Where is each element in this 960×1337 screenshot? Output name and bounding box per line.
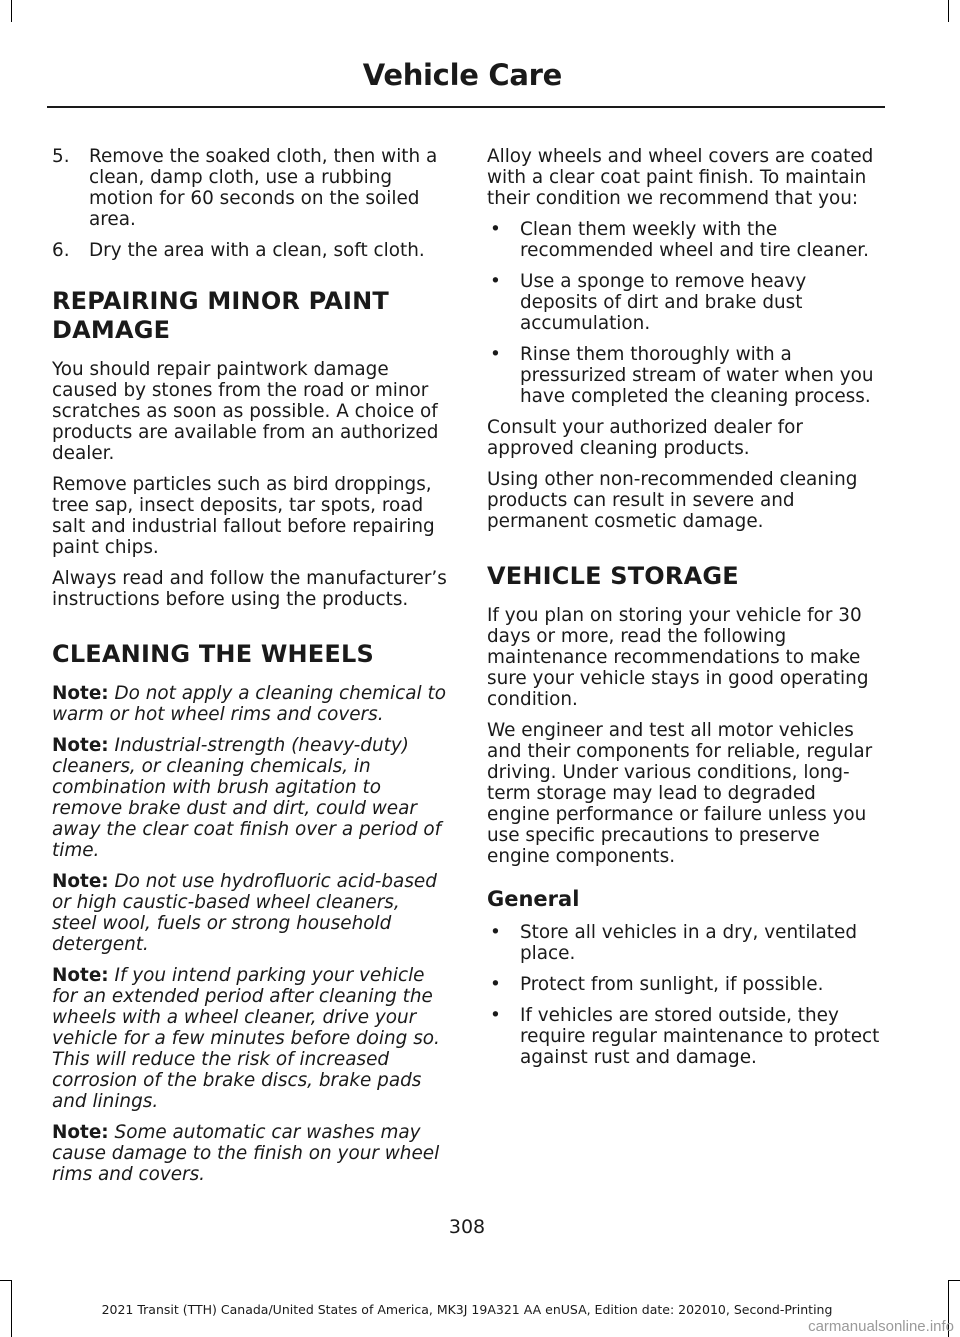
section-title: Vehicle Care [362, 58, 562, 92]
list-item-text: Rinse them thoroughly with a pressurized stream of water when you have completed the cleaning process. [520, 344, 874, 407]
paragraph: Always read and follow the manufacturer’s instructions before using the products. [52, 568, 447, 610]
note [52, 1122, 447, 1185]
list-item [487, 344, 883, 407]
note-text: Some automatic car washes may cause damage to the finish on your wheel rims and covers. [52, 1122, 440, 1185]
cleaning-steps-list [52, 146, 447, 261]
paragraph: We engineer and test all motor vehicles and their components for reliable, regular driving. Under various conditions, long-term storage may lead to degraded engine performance or failure unless you use specific precautions to preserve engine components. [487, 720, 873, 867]
note [52, 735, 447, 861]
bullet: • [490, 1005, 501, 1026]
note-label: Note: [52, 735, 109, 756]
step-number: 5. [52, 146, 70, 167]
list-item [487, 271, 883, 334]
note-label: Note: [52, 965, 109, 986]
paragraph: Using other non-recommended cleaning products can result in severe and permanent cosmetic damage. [487, 469, 858, 532]
crop-mark-bottom-right-h [948, 1280, 960, 1281]
note-label: Note: [52, 1122, 109, 1143]
note-label: Note: [52, 871, 109, 892]
step-text: Remove the soaked cloth, then with a clean, damp cloth, use a rubbing motion for 60 seconds on the soiled area. [89, 146, 438, 230]
paragraph: You should repair paintwork damage caused by stones from the road or minor scratches as soon as possible. A choice of products are available from an authorized dealer. [52, 359, 439, 464]
note-text: If you intend parking your vehicle for an extended period after cleaning the wheels with a wheel cleaner, drive your vehicle for a few minutes before doing so. This will reduce the risk of increased corrosion of the brake discs, brake pads and linings. [52, 965, 440, 1112]
general-storage-list [487, 922, 883, 1068]
alloy-care-list [487, 219, 883, 407]
list-item-text: Use a sponge to remove heavy deposits of dirt and brake dust accumulation. [520, 271, 807, 334]
watermark: carmanualsonline.info [808, 1318, 954, 1335]
heading-line: REPAIRING MINOR PAINT [52, 287, 390, 315]
note-label: Note: [52, 683, 109, 704]
list-item [52, 146, 447, 230]
bullet: • [490, 219, 501, 240]
header-rule [47, 106, 885, 108]
note-text: Industrial-strength (heavy-duty) cleaners, or cleaning chemicals, in combination with brush agitation to remove brake dust and dirt, could wear away the clear coat finish over a period of time. [52, 735, 442, 861]
paragraph: If you plan on storing your vehicle for 30 days or more, read the following maintenance recommendations to make sure your vehicle stays in good operating condition. [487, 605, 869, 710]
note [52, 683, 447, 725]
list-item-text: Clean them weekly with the recommended wheel and tire cleaner. [520, 219, 869, 261]
paragraph: Remove particles such as bird droppings, tree sap, insect deposits, tar spots, road salt and industrial fallout before repairing paint chips. [52, 474, 435, 558]
list-item [487, 922, 883, 964]
step-number: 6. [52, 240, 70, 261]
bullet: • [490, 922, 501, 943]
page-number: 308 [448, 1216, 486, 1238]
bullet: • [490, 271, 501, 292]
list-item-text: Store all vehicles in a dry, ventilated place. [520, 922, 858, 964]
right-column [487, 146, 883, 1078]
crop-mark-top-right [948, 0, 949, 22]
heading-line: DAMAGE [52, 316, 171, 344]
edition-footer: 2021 Transit (TTH) Canada/United States of America, MK3J 19A321 AA enUSA, Edition date: 202010, Second-Printing [101, 1302, 833, 1317]
list-item-text: If vehicles are stored outside, they require regular maintenance to protect against rust and damage. [520, 1005, 880, 1068]
crop-mark-bottom-left-h [0, 1280, 11, 1281]
general-heading: General [487, 887, 580, 911]
repair-paint-heading [52, 287, 447, 345]
cleaning-wheels-heading: CLEANING THE WHEELS [52, 640, 374, 668]
vehicle-storage-heading: VEHICLE STORAGE [487, 562, 739, 590]
paragraph: Alloy wheels and wheel covers are coated with a clear coat paint finish. To maintain their condition we recommend that you: [487, 146, 874, 209]
bullet: • [490, 974, 501, 995]
list-item [487, 1005, 883, 1068]
list-item-text: Protect from sunlight, if possible. [520, 974, 824, 995]
list-item [487, 974, 883, 995]
note [52, 965, 447, 1112]
note-text: Do not use hydrofluoric acid-based or high caustic-based wheel cleaners, steel wool, fuels or strong household detergent. [52, 871, 437, 955]
list-item [52, 240, 447, 261]
bullet: • [490, 344, 501, 365]
crop-mark-top-left [11, 0, 12, 22]
note-text: Do not apply a cleaning chemical to warm or hot wheel rims and covers. [52, 683, 446, 725]
step-text: Dry the area with a clean, soft cloth. [89, 240, 425, 261]
note [52, 871, 447, 955]
list-item [487, 219, 883, 261]
paragraph: Consult your authorized dealer for approved cleaning products. [487, 417, 803, 459]
left-column [52, 146, 447, 1195]
